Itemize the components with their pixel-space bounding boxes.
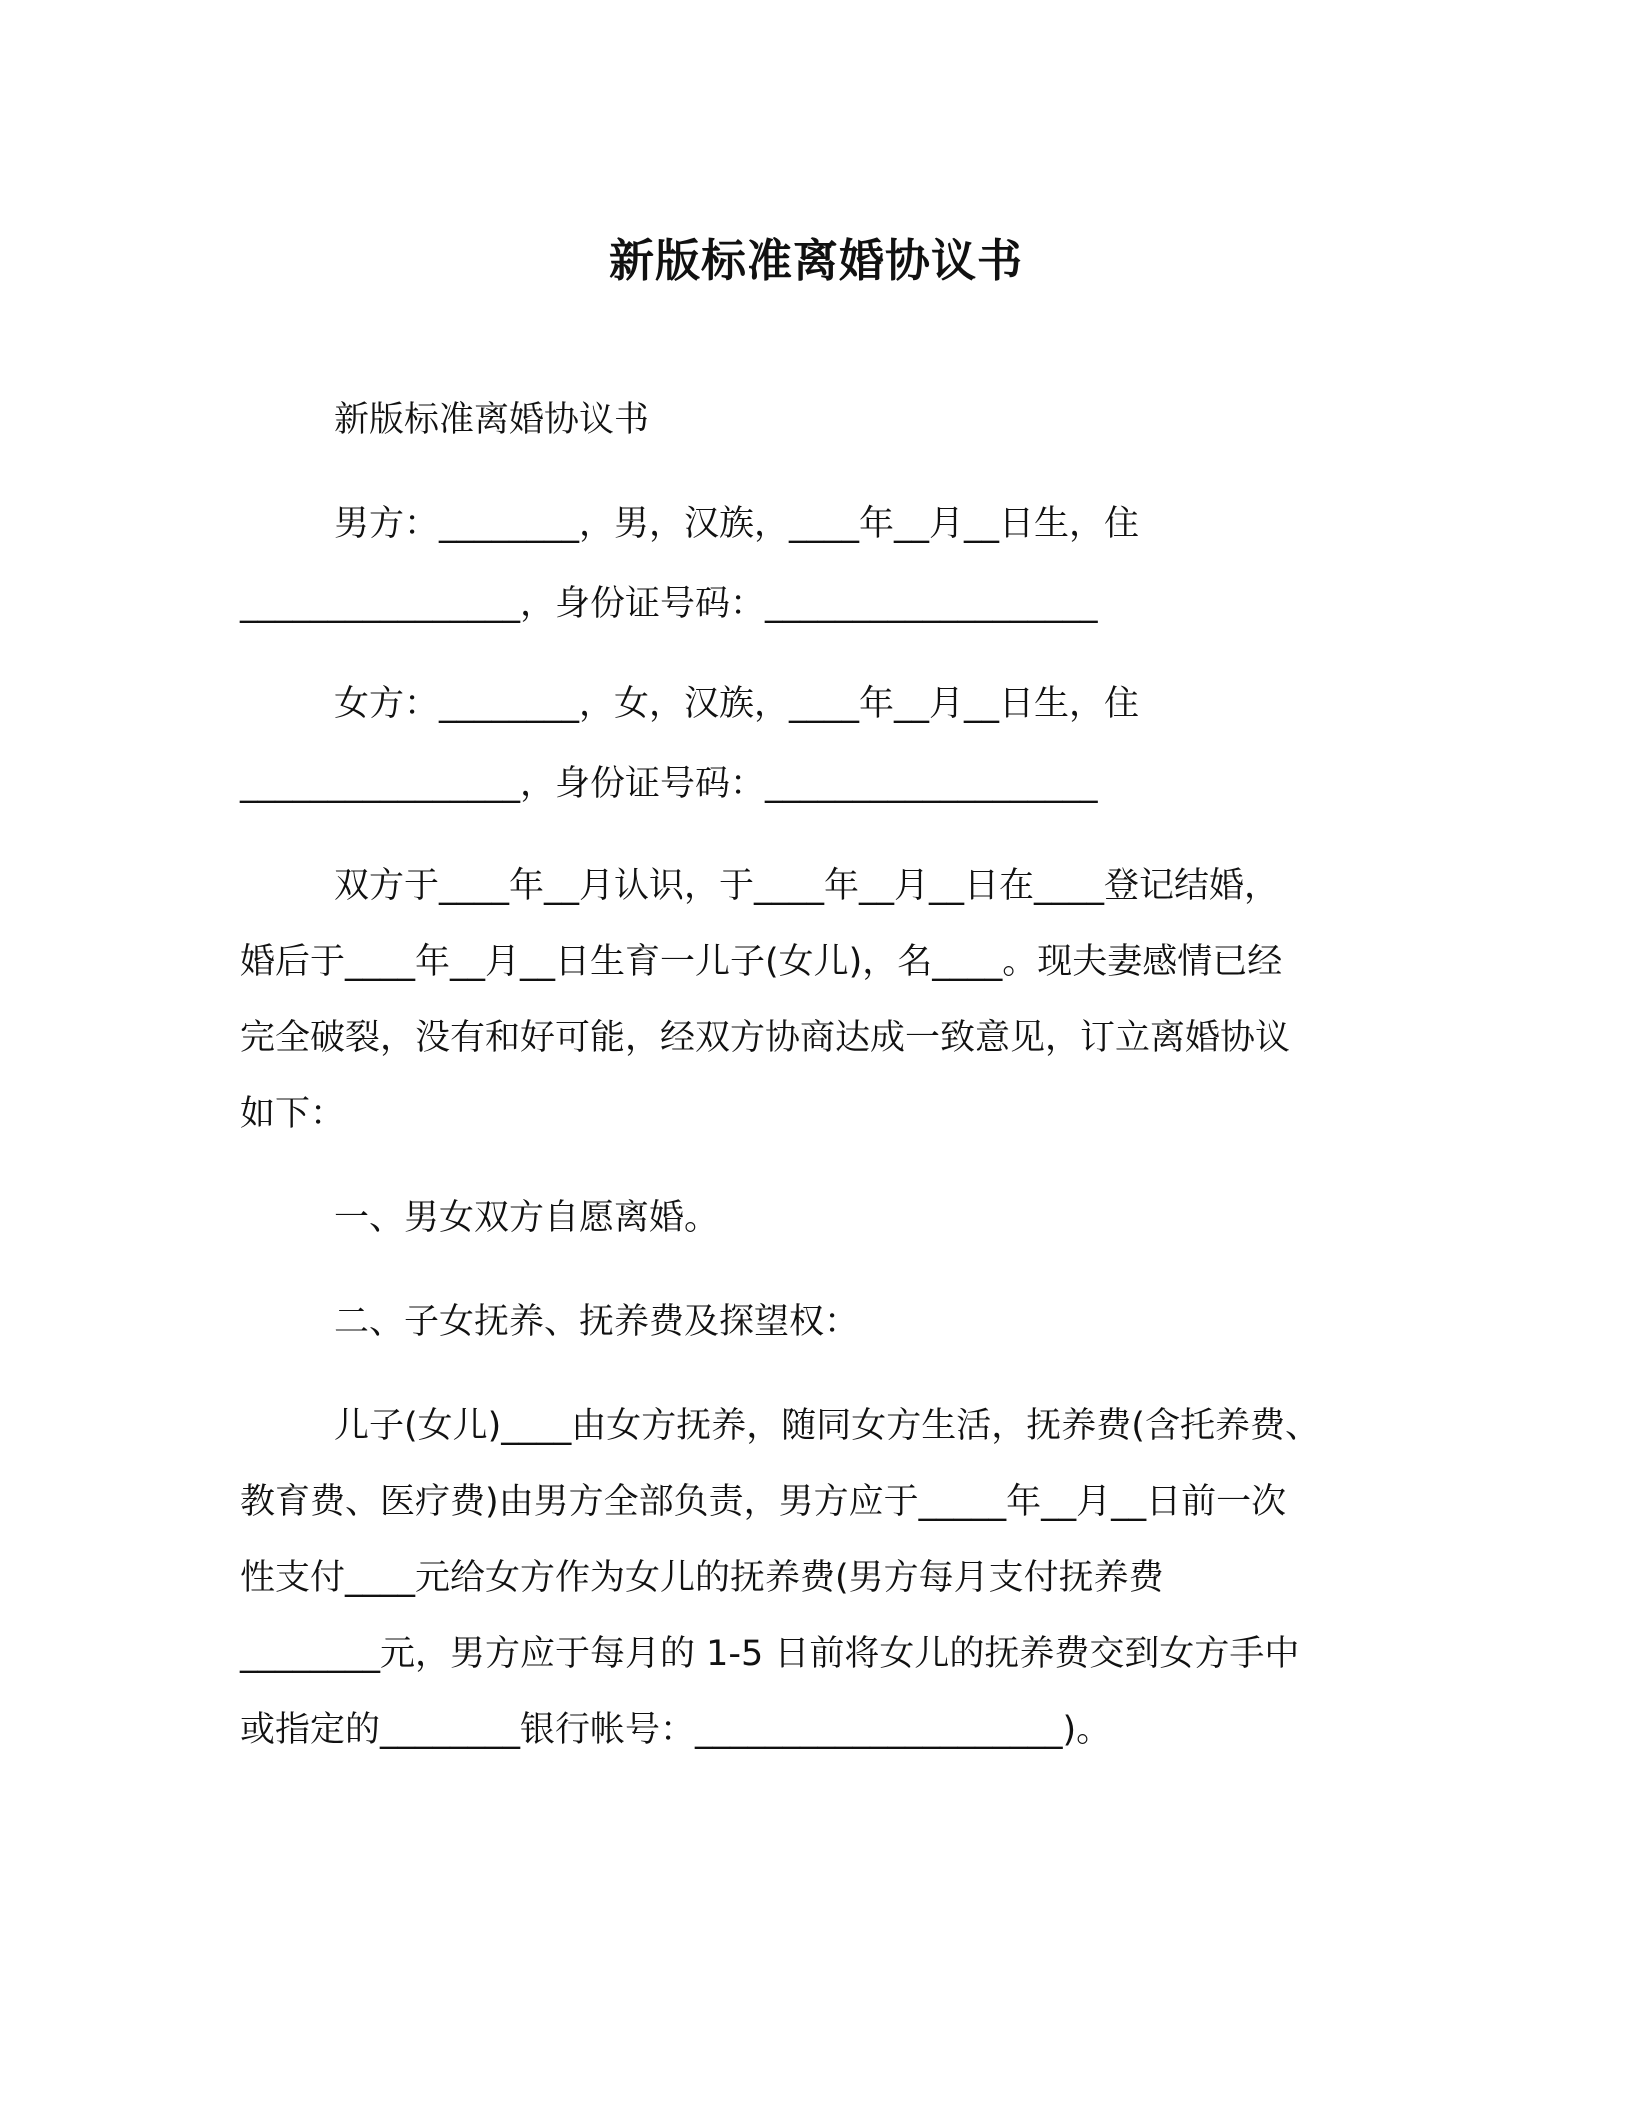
paragraph-marriage-line-1: 双方于____年__月认识，于____年__月__日在____登记结婚，: [334, 866, 1280, 906]
clause-two-line-5: 或指定的________银行帐号：_____________________)。: [240, 1710, 1112, 1750]
document-title: 新版标准离婚协议书: [608, 234, 1023, 287]
clause-two-line-2: 教育费、医疗费)由男方全部负责，男方应于_____年__月__日前一次: [240, 1482, 1287, 1522]
female-party-line: 女方：________，女，汉族，____年__月__日生，住: [334, 684, 1140, 724]
clause-two-line-1: 儿子(女儿)____由女方抚养，随同女方生活，抚养费(含托养费、: [334, 1406, 1320, 1446]
clause-one: 一、男女双方自愿离婚。: [334, 1198, 720, 1238]
paragraph-marriage-line-4: 如下：: [240, 1094, 346, 1134]
clause-two-line-4: ________元，男方应于每月的 1-5 日前将女儿的抚养费交到女方手中: [240, 1634, 1300, 1674]
paragraph-marriage-line-3: 完全破裂，没有和好可能，经双方协商达成一致意见，订立离婚协议: [240, 1018, 1291, 1058]
clause-two-heading: 二、子女抚养、抚养费及探望权：: [334, 1302, 860, 1342]
female-party-id-line: ________________，身份证号码：___________________: [240, 764, 1098, 804]
male-party-id-line: ________________，身份证号码：___________________: [240, 584, 1098, 624]
male-party-line: 男方：________，男，汉族，____年__月__日生，住: [334, 504, 1140, 544]
paragraph-marriage-line-2: 婚后于____年__月__日生育一儿子(女儿)，名____。现夫妻感情已经: [240, 942, 1283, 982]
subtitle-line: 新版标准离婚协议书: [334, 400, 650, 440]
clause-two-line-3: 性支付____元给女方作为女儿的抚养费(男方每月支付抚养费: [240, 1558, 1164, 1598]
